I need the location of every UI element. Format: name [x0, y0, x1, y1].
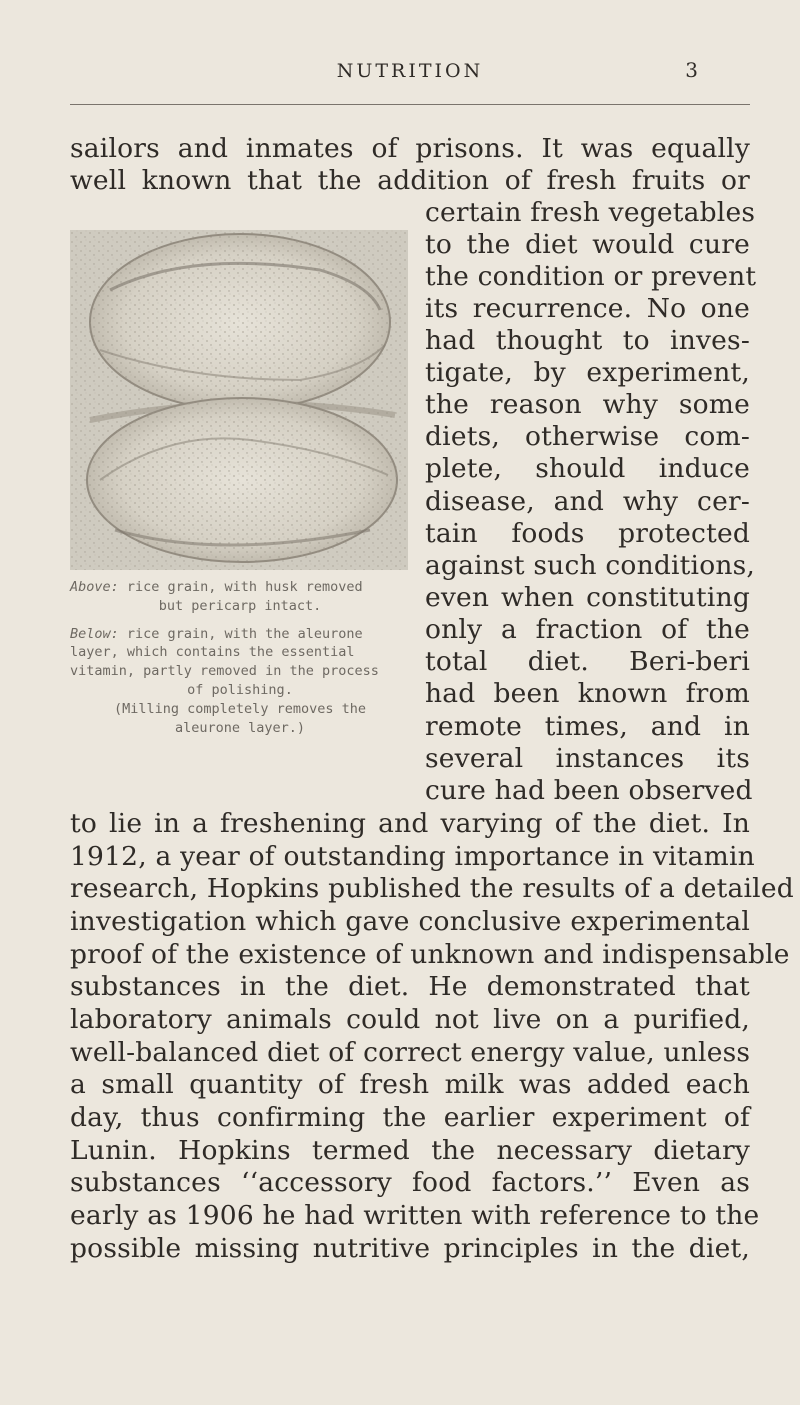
text-line: disease, and why cer- [425, 486, 750, 517]
caption-below-label: Below: [70, 625, 119, 642]
text-line: even when constituting [425, 582, 750, 613]
text-line: day, thus confirming the earlier experiment of [70, 1102, 750, 1133]
caption-below-text: rice grain, with the aleurone [126, 625, 363, 642]
text-line: cure had been observed [425, 775, 753, 806]
running-head: NUTRITION [336, 60, 484, 82]
caption-note-1: (Milling completely removes the [114, 700, 366, 717]
figure-caption [70, 578, 410, 737]
text-line: substances ‘‘accessory food factors.’’ Even as [70, 1167, 750, 1198]
text-line: a small quantity of fresh milk was added each [70, 1069, 750, 1100]
text-line: plete, should induce [425, 453, 750, 484]
caption-below-text-3: vitamin, partly removed in the process [70, 663, 379, 680]
rice-grain-micrograph-icon [70, 230, 408, 570]
text-line: Lunin. Hopkins termed the necessary dietary [70, 1135, 750, 1166]
text-line: only a fraction of the [425, 614, 750, 645]
text-line: to lie in a freshening and varying of the diet. In [70, 808, 750, 839]
text-line: tigate, by experiment, [425, 357, 750, 388]
text-line: its recurrence. No one [425, 293, 750, 324]
text-line: research, Hopkins published the results of a detailed [70, 873, 794, 904]
text-line: the reason why some [425, 389, 750, 420]
text-line: tain foods protected [425, 518, 750, 549]
caption-above-text: rice grain, with husk removed [126, 579, 363, 595]
text-line: investigation which gave conclusive experimental [70, 906, 750, 937]
text-line: proof of the existence of unknown and indispensable [70, 939, 790, 970]
text-line: remote times, and in [425, 711, 750, 742]
text-line: diets, otherwise com- [425, 421, 750, 452]
text-line: several instances its [425, 743, 750, 774]
rice-grain-figure [70, 230, 408, 570]
caption-note-2: aleurone layer.) [174, 719, 306, 736]
caption-below [70, 625, 410, 738]
page-number: 3 [685, 58, 698, 82]
text-line: possible missing nutritive principles in the diet, [70, 1233, 750, 1264]
text-line: total diet. Beri-beri [425, 646, 750, 677]
text-line: early as 1906 he had written with reference to the [70, 1200, 760, 1231]
text-line: laboratory animals could not live on a purified, [70, 1004, 750, 1035]
text-line: the condition or prevent [425, 261, 757, 292]
caption-below-text-4: of polishing. [187, 681, 293, 698]
text-line: well known that the addition of fresh fruits or [70, 165, 750, 196]
text-line: 1912, a year of outstanding importance in vitamin [70, 841, 755, 872]
text-line: substances in the diet. He demonstrated that [70, 971, 750, 1002]
header-rule [70, 104, 750, 105]
caption-above [70, 578, 410, 616]
caption-below-text-2: layer, which contains the essential [70, 644, 355, 661]
text-line: sailors and inmates of prisons. It was equally [70, 133, 750, 164]
caption-above-text-2: but pericarp intact. [158, 597, 322, 614]
text-line: had thought to inves- [425, 325, 750, 356]
page-header [70, 60, 750, 88]
text-line: to the diet would cure [425, 229, 750, 260]
text-line: had been known from [425, 678, 750, 709]
caption-above-label: Above: [70, 579, 119, 595]
text-line: well-balanced diet of correct energy value, unless [70, 1037, 751, 1068]
text-line: certain fresh vegetables [425, 197, 756, 228]
text-line: against such conditions, [425, 550, 756, 581]
